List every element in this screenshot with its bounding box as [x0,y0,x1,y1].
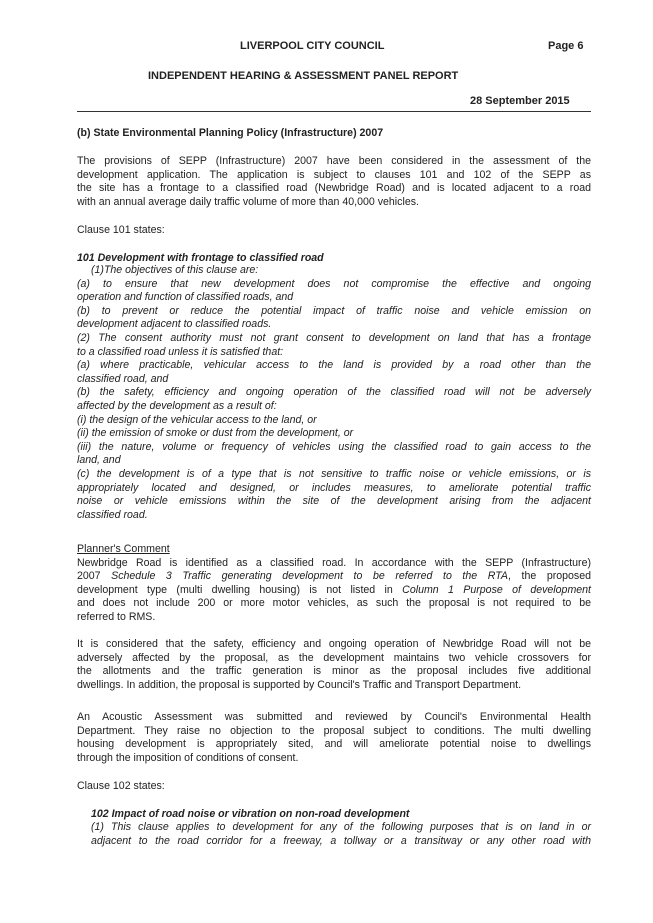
clause101-intro: Clause 101 states: [77,224,165,236]
report-title: INDEPENDENT HEARING & ASSESSMENT PANEL REPORT [148,70,459,82]
acoustic-paragraph [77,711,591,765]
header-rule [77,111,591,112]
intro-line: the site has a frontage to a classified road (Newbridge Road) and is located adjacent to a road [77,182,591,195]
clause101-line: (a) to ensure that new development does not compromise the effective and ongoing [77,277,591,290]
clause101-line: appropriately located and designed, or includes measures, to ameliorate potential traffic [77,481,591,494]
clause101-title: 101 Development with frontage to classified road [77,252,324,264]
council-name: LIVERPOOL CITY COUNCIL [240,40,385,52]
clause101-line: noise or vehicle emissions within the site of the development arising from the adjacent [77,495,591,508]
planners-comment-line: Newbridge Road is identified as a classified road. In accordance with the SEPP (Infrastructure) [77,556,591,569]
clause101-text [77,264,591,522]
planners-comment-line: and does not include 200 or more motor vehicles, as such the proposal is not required to be [77,597,591,610]
acoustic-line: through the imposition of conditions of consent. [77,751,299,764]
clause101-line: (b) the safety, efficiency and ongoing operation of the classified road will not be adversely [77,386,591,399]
clause101-line: development adjacent to classified roads. [77,318,272,331]
section-heading: (b) State Environmental Planning Policy (Infrastructure) 2007 [77,127,384,139]
planners-comment-line: referred to RMS. [77,610,156,623]
intro-line: The provisions of SEPP (Infrastructure) 2007 have been considered in the assessment of the [77,155,591,167]
clause102-text [91,821,591,848]
text-run: development type (multi dwelling housing) is not listed in [77,583,403,596]
acoustic-line: housing development is appropriately sited, and will ameliorate potential noise to dwellings [77,738,591,751]
clause102-title: 102 Impact of road noise or vibration on non-road development [91,808,410,820]
clause101-line: affected by the development as a result of: [77,399,277,412]
clause101-line: (1)The objectives of this clause are: [91,264,259,276]
safety-line: the allotments and the traffic generation is minor as the proposal includes five additional [77,665,591,678]
clause101-line: classified road. [77,508,148,521]
clause101-line: (ii) the emission of smoke or dust from the development, or [77,427,354,440]
report-date: 28 September 2015 [470,95,570,107]
planners-comment-heading: Planner's Comment [77,543,170,555]
acoustic-line: Department. They raise no objection to the proposal subject to conditions. The multi dwelling [77,724,591,737]
text-run: , the proposed [507,570,591,583]
clause101-line: (b) to prevent or reduce the potential impact of traffic noise and vehicle emission on [77,304,591,317]
schedule-reference: Schedule 3 Traffic generating development to be referred to the RTA [111,570,508,583]
clause101-line: (iii) the nature, volume or frequency of vehicles using the classified road to gain access to the [77,440,591,453]
clause101-line: to a classified road unless it is satisfied that: [77,345,284,358]
intro-line: development application. The application is subject to clauses 101 and 102 of the SEPP as [77,168,591,181]
clause101-line: (a) where practicable, vehicular access to the land is provided by a road other than the [77,359,591,372]
safety-line: dwellings. In addition, the proposal is supported by Council's Traffic and Transport Department. [77,678,522,691]
column-reference: Column 1 Purpose of development [402,583,591,596]
planners-comment-line [77,570,591,584]
clause101-line: (c) the development is of a type that is not sensitive to traffic noise or vehicle emissions, or is [77,467,591,480]
acoustic-line: An Acoustic Assessment was submitted and reviewed by Council's Environmental Health [77,711,591,723]
safety-paragraph [77,638,591,692]
safety-line: adversely affected by the proposal, as the development maintains two vehicle crossovers for [77,651,591,664]
clause101-line: (i) the design of the vehicular access to the land, or [77,413,317,426]
safety-line: It is considered that the safety, efficiency and ongoing operation of Newbridge Road will not be [77,638,591,650]
clause101-line: (2) The consent authority must not grant consent to development on land that has a frontage [77,331,591,344]
clause102-intro: Clause 102 states: [77,780,165,792]
clause102-line: (1) This clause applies to development for any of the following purposes that is on land in or [91,821,591,833]
clause101-line: land, and [77,454,121,467]
planners-comment [77,543,591,625]
intro-line: with an annual average daily traffic volume of more than 40,000 vehicles. [77,195,419,208]
text-run: 2007 [77,570,112,583]
clause101-line: classified road, and [77,372,169,385]
page-number: Page 6 [548,40,584,52]
clause102-line: adjacent to the road corridor for a freeway, a tollway or a transitway or any other road with [91,834,591,847]
clause101-line: operation and function of classified roads, and [77,291,294,304]
intro-paragraph [77,155,591,209]
planners-comment-line [77,584,591,598]
